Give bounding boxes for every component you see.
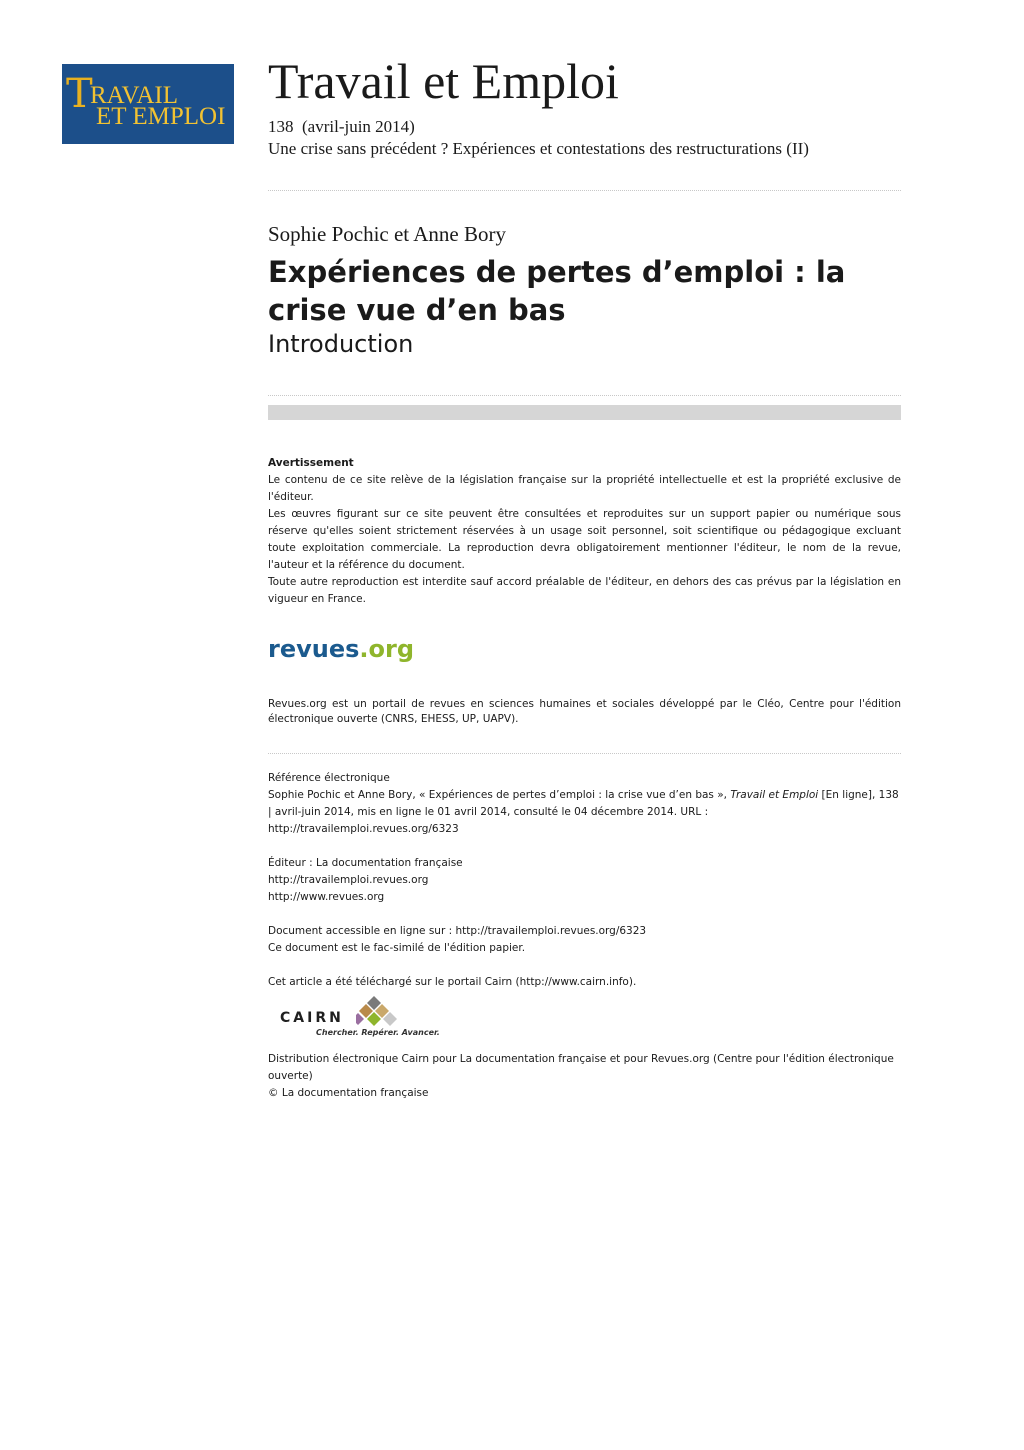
divider: [268, 395, 901, 396]
divider: [268, 190, 901, 191]
revues-logo-dot: .: [359, 635, 369, 663]
citation-journal: Travail et Emploi: [730, 789, 819, 801]
journal-title: Travail et Emploi: [268, 53, 619, 109]
notice-block: [268, 455, 901, 608]
revues-logo-part2: org: [368, 635, 415, 663]
revues-logo-part1: revues: [268, 635, 360, 663]
distribution-block: [268, 1051, 901, 1102]
reference-label: Référence électronique: [268, 772, 390, 784]
article-authors: Sophie Pochic et Anne Bory: [268, 222, 506, 246]
publisher: Éditeur : La documentation française: [268, 857, 463, 869]
reference-citation: [268, 787, 901, 838]
notice-paragraph: Les œuvres figurant sur ce site peuvent être consultées et reproduites sur un support papier ou numérique sous réserve qu'elles soient strictement réservées à un usage soit personnel, soit scientifique ou pédagogique excluant toute exploitation commerciale. La reproduction devra obligatoirement mentionner l'éditeur, le nom de la revue, l'auteur et la référence du document.: [268, 508, 901, 571]
revues-org-logo[interactable]: [268, 632, 414, 666]
article-title: Expériences de pertes d’emploi : la crise vue d’en bas: [268, 255, 846, 327]
cairn-download-note[interactable]: Cet article a été téléchargé sur le portail Cairn (http://www.cairn.info).: [268, 976, 637, 988]
citation-end[interactable]: [En ligne], 138 | avril-juin 2014, mis en ligne le 01 avril 2014, consulté le 04 décembre 2014. URL : http://travailemploi.revues.org/6323: [268, 789, 899, 835]
grey-bar: [268, 405, 901, 420]
logo-initial: T: [66, 71, 93, 117]
notice-heading: Avertissement: [268, 457, 354, 469]
issue-line: [268, 116, 415, 137]
reference-block: [268, 770, 901, 991]
access-link[interactable]: Document accessible en ligne sur : http://travailemploi.revues.org/6323: [268, 925, 647, 937]
cairn-diamonds-icon: [356, 996, 406, 1028]
facsimile-note: Ce document est le fac-similé de l'édition papier.: [268, 942, 526, 954]
publisher-link[interactable]: http://travailemploi.revues.org: [268, 874, 429, 886]
copyright: © La documentation française: [268, 1087, 429, 1099]
logo-line-2: ET EMPLOI: [96, 103, 226, 130]
portal-description: Revues.org est un portail de revues en sciences humaines et sociales développé par le Cléo, Centre pour l'édition électronique ouverte (CNRS, EHESS, UP, UAPV).: [268, 698, 901, 725]
issue-subtitle: Une crise sans précédent ? Expériences et contestations des restructurations (II): [268, 139, 809, 158]
issue-date: (avril-juin 2014): [302, 117, 415, 136]
issue-number: 138: [268, 117, 294, 136]
cairn-logo[interactable]: [280, 996, 450, 1042]
notice-paragraph: Le contenu de ce site relève de la législation française sur la propriété intellectuelle et est la propriété exclusive de l'éditeur.: [268, 474, 901, 503]
cairn-tagline: Chercher. Repérer. Avancer.: [316, 1028, 440, 1037]
divider: [268, 753, 901, 754]
distribution-note: Distribution électronique Cairn pour La documentation française et pour Revues.org (Centre pour l'édition électronique ouverte): [268, 1053, 894, 1082]
article-subtitle: Introduction: [268, 330, 414, 358]
cairn-wordmark: CAIRN: [280, 1010, 344, 1026]
logo-line-1: RAVAIL: [90, 82, 178, 109]
journal-logo: [62, 64, 234, 144]
citation-start: Sophie Pochic et Anne Bory, « Expériences de pertes d’emploi : la crise vue d’en bas »,: [268, 789, 731, 801]
notice-paragraph: Toute autre reproduction est interdite sauf accord préalable de l'éditeur, en dehors des cas prévus par la législation en vigueur en France.: [268, 576, 901, 605]
revues-link[interactable]: http://www.revues.org: [268, 891, 385, 903]
